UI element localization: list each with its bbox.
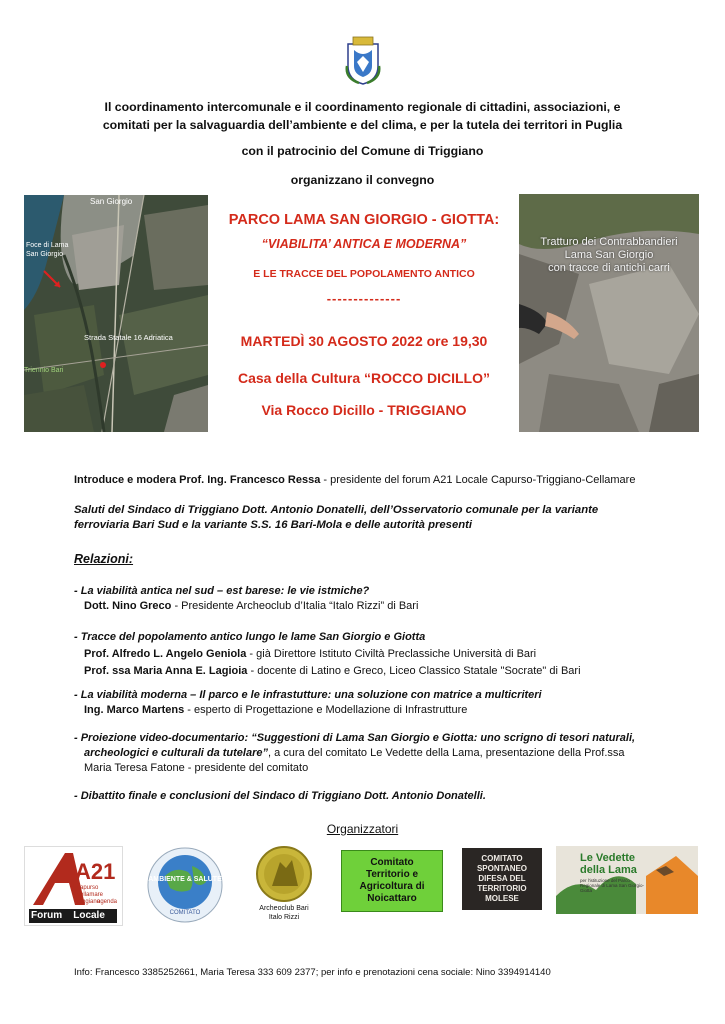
- ambiente-salute-text: AMBIENTE & SALUTE: [148, 876, 222, 883]
- rock-caption-line-3: con tracce di antichi carri: [548, 262, 670, 274]
- archeoclub-text: [244, 904, 324, 922]
- footer-info: Info: Francesco 3385252661, Maria Teresa 333 609 2377; per info e prenotazioni cena sociale: Nino 3394914140: [74, 967, 551, 978]
- organizers-intro: [0, 98, 725, 134]
- event-subtitle-2: E LE TRACCE DEL POPOLAMENTO ANTICO: [253, 268, 475, 280]
- patronage-text: con il patrocinio del Comune di Triggiano: [241, 144, 484, 158]
- organizers-line-2: comitati per la salvaguardia dell’ambiente e del clima, e per la tutela dei territori in Puglia: [102, 118, 623, 132]
- archeoclub-logo: [244, 846, 324, 924]
- archeoclub-line-2: Italo Rizzi: [268, 914, 300, 921]
- organize-text: organizzano il convegno: [290, 173, 435, 187]
- event-title: PARCO LAMA SAN GIORGIO - GIOTTA:: [228, 212, 500, 228]
- a21-subtext: capurso cellamare triggiano: [77, 885, 104, 905]
- saluti-line-1: Saluti del Sindaco di Triggiano Dott. Antonio Donatelli, dell’Osservatorio comunale per la variante: [74, 504, 599, 516]
- rock-photo: [519, 194, 699, 432]
- intro-moderator: Introduce e modera Prof. Ing. Francesco Ressa: [74, 474, 321, 486]
- molese-text: COMITATO SPONTANEO DIFESA DEL TERRITORIO MOLESE: [476, 854, 528, 903]
- rock-photo-caption: [519, 236, 699, 275]
- saluti-block: [74, 503, 674, 533]
- a21-agenda: agenda: [97, 899, 118, 905]
- map-satellite-image: [24, 195, 208, 432]
- rock-caption-line-2: Lama San Giorgio: [564, 249, 654, 261]
- noicattaro-text: Comitato Territorio e Agricoltura di Noicattaro: [359, 857, 425, 904]
- intro-line: [74, 473, 674, 488]
- relazione-2-title: - Tracce del popolamento antico lungo le lame San Giorgio e Giotta: [74, 631, 426, 643]
- relazione-4-title: - Proiezione video-documentario: “Suggestioni di Lama San Giorgio e Giotta: uno scrigno di tesori naturali,: [74, 732, 636, 744]
- relazione-2-speaker-1: Prof. Alfredo L. Angelo Geniola: [84, 648, 247, 660]
- a21-text: A21: [75, 859, 116, 884]
- relazione-4-presenter: Maria Teresa Fatone - presidente del comitato: [84, 762, 309, 774]
- relazione-2-role-2: - docente di Latino e Greco, Liceo Classico Statale "Socrate" di Bari: [247, 665, 581, 677]
- noicattaro-committee-logo: [341, 850, 443, 912]
- rock-caption-line-1: Tratturo dei Contrabbandieri: [540, 236, 678, 248]
- relazione-3-title: - La viabilità moderna – Il parco e le infrastutture: una soluzione con matrice a multicriteri: [74, 689, 542, 701]
- map-label-san-giorgio: San Giorgio: [90, 197, 133, 206]
- archeoclub-line-1: Archeoclub Bari: [259, 905, 309, 912]
- relazione-3-speaker: Ing. Marco Martens: [84, 704, 185, 716]
- event-venue: Casa della Cultura “ROCCO DICILLO”: [237, 370, 491, 386]
- event-separator: --------------: [326, 291, 402, 306]
- relazione-3-role: - esperto di Progettazione e Modellazione di Infrastrutture: [184, 704, 468, 716]
- intro-moderator-role: - presidente del forum A21 Locale Capurso-Triggiano-Cellamare: [320, 474, 636, 486]
- relazione-3: [74, 688, 674, 718]
- vedette-della-lama-logo: [556, 846, 698, 914]
- relazione-4-title-cont: archeologici e culturali da tutelare”: [84, 747, 268, 759]
- vedette-title: [580, 852, 637, 876]
- relazione-5-title: - Dibattito finale e conclusioni del Sindaco di Triggiano Dott. Antonio Donatelli.: [74, 790, 486, 802]
- map-label-road: Strada Statale 16 Adriatica: [84, 333, 173, 342]
- relazioni-heading: Relazioni:: [74, 552, 134, 566]
- molese-committee-logo: [462, 848, 542, 910]
- ambiente-salute-logo: [140, 846, 230, 924]
- organizzatori-heading: Organizzatori: [326, 822, 399, 836]
- relazione-4: [74, 731, 674, 776]
- map-label-foce: Foce di Lama San Giorgio: [26, 242, 69, 258]
- relazione-1-role: - Presidente Archeoclub d’Italia “Italo Rizzi” di Bari: [171, 600, 419, 612]
- map-label-bari: Triennio Bari: [24, 367, 64, 374]
- ambiente-comitato-text: COMITATO: [169, 910, 201, 916]
- relazione-1: [74, 584, 674, 614]
- saluti-line-2: ferroviaria Bari Sud e la variante S.S. 16 Bari-Mola e delle autorità presenti: [74, 519, 473, 531]
- vedette-line-2: della Lama: [580, 864, 637, 876]
- comune-crest-logo: [345, 36, 381, 86]
- event-subtitle: “VIABILITA’ ANTICA E MODERNA”: [261, 237, 467, 251]
- relazione-1-speaker: Dott. Nino Greco: [84, 600, 172, 612]
- a21-forum-logo: [24, 846, 123, 926]
- relazione-2-speaker-2: Prof. ssa Maria Anna E. Lagioia: [84, 665, 248, 677]
- event-address: Via Rocco Dicillo - TRIGGIANO: [261, 402, 467, 418]
- organizers-line-1: Il coordinamento intercomunale e il coordinamento regionale di cittadini, associazioni, e: [104, 100, 621, 114]
- relazione-4-curated: , a cura del comitato Le Vedette della Lama, presentazione della Prof.ssa: [268, 747, 625, 759]
- vedette-subtitle: per l'istituzione del Parco Regionale di Lama San Giorgio-Giotta: [580, 878, 645, 893]
- a21-forum-text: Forum Locale: [31, 910, 105, 921]
- vedette-line-1: Le Vedette: [580, 852, 636, 864]
- event-date: MARTEDÌ 30 AGOSTO 2022 ore 19,30: [240, 333, 488, 349]
- relazione-1-title: - La viabilità antica nel sud – est barese: le vie istmiche?: [74, 585, 370, 597]
- relazione-2: [74, 630, 674, 679]
- relazione-2-role-1: - già Direttore Istituto Civiltà Preclassiche Università di Bari: [246, 648, 537, 660]
